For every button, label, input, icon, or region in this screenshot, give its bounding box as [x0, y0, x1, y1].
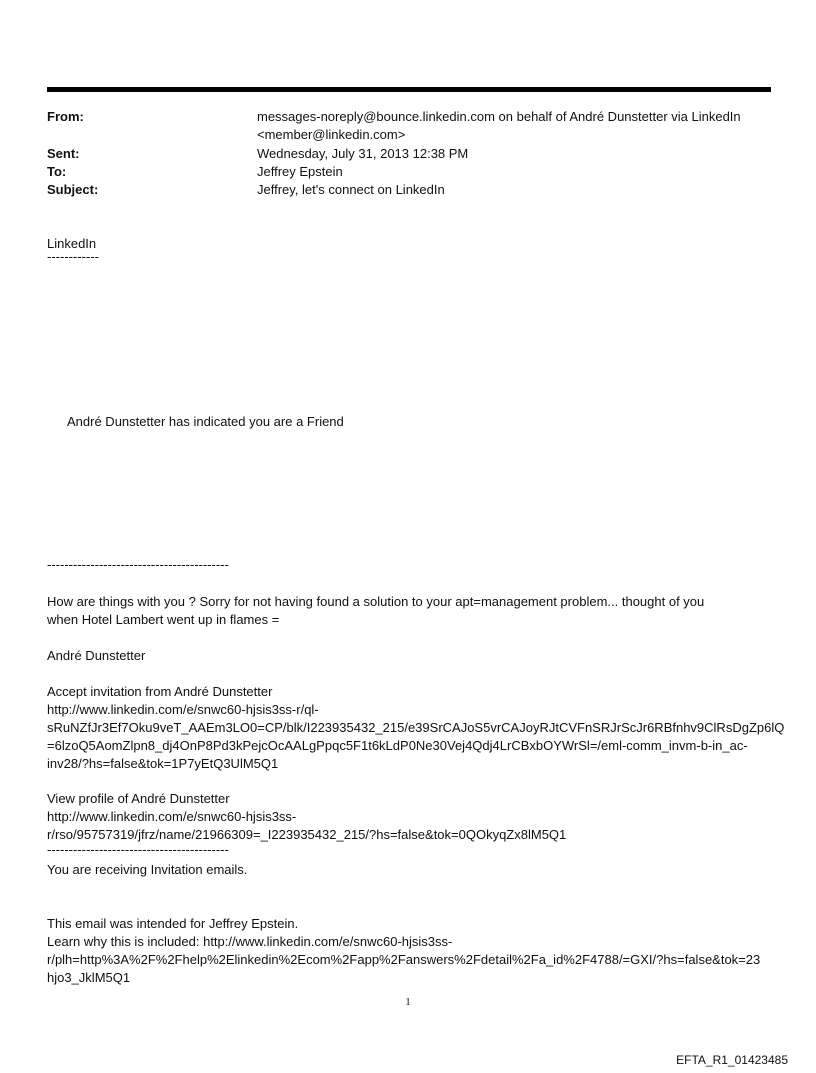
learn-why-line-1[interactable]: Learn why this is included: http://www.linkedin.com/e/snwc60-hjsis3ss- [47, 934, 453, 949]
message-line-1: How are things with you ? Sorry for not having found a solution to your apt=management problem... thought of you [47, 594, 705, 609]
accept-url-line-3[interactable]: =6lzoQ5AomZlpn8_dj4OnP8Pd3kPejcOcAALgPpqc5F1t6kLdP0Ne30Vej4Qdj4LrCBxbOYWrSl=/eml-comm_invm-b-in_ac- [47, 738, 748, 753]
invitation-text: André Dunstetter has indicated you are a Friend [67, 414, 344, 429]
to-label: To: [47, 164, 67, 179]
view-profile-url-line-2[interactable]: r/rso/95757319/jfrz/name/21966309=_I223935432_215/?hs=false&tok=0QOkyqZx8lM5Q1 [47, 827, 567, 842]
sent-value: Wednesday, July 31, 2013 12:38 PM [257, 146, 469, 161]
accept-label: Accept invitation from André Dunstetter [47, 684, 273, 699]
receiving-notice: You are receiving Invitation emails. [47, 862, 248, 877]
view-profile-url-line-1[interactable]: http://www.linkedin.com/e/snwc60-hjsis3ss- [47, 809, 297, 824]
view-profile-block [47, 790, 777, 844]
short-divider: ------------ [47, 249, 99, 264]
brand-name: LinkedIn [47, 236, 97, 251]
accept-url-line-2[interactable]: sRuNZfJr3Ef7Oku9veT_AAEm3LO0=CP/blk/I223935432_215/e39SrCAJoS5vrCAJoyRJtCVFnSRJrScJr6RBfnhv9ClRsDgZp6lQ [47, 720, 785, 735]
bates-number: EFTA_R1_01423485 [676, 1053, 788, 1067]
to-value: Jeffrey Epstein [257, 164, 343, 179]
accept-block [47, 683, 785, 773]
accept-url-line-1[interactable]: http://www.linkedin.com/e/snwc60-hjsis3ss-r/ql- [47, 702, 319, 717]
footer-divider: ------------------------------------------ [47, 842, 229, 857]
message-line-2: when Hotel Lambert went up in flames = [47, 612, 280, 627]
long-divider: ------------------------------------------ [47, 557, 229, 572]
from-value-line1: messages-noreply@bounce.linkedin.com on behalf of André Dunstetter via LinkedIn [257, 109, 741, 124]
subject-value: Jeffrey, let's connect on LinkedIn [257, 182, 445, 197]
sent-label: Sent: [47, 146, 80, 161]
from-value-line2: <member@linkedin.com> [257, 127, 406, 142]
learn-why-line-2[interactable]: r/plh=http%3A%2F%2Fhelp%2Elinkedin%2Ecom%2Fapp%2Fanswers%2Fdetail%2Fa_id%2F4788/=GXI/?hs=false&tok=23 [47, 952, 761, 967]
intended-line: This email was intended for Jeffrey Epstein. [47, 916, 299, 931]
view-profile-label: View profile of André Dunstetter [47, 791, 230, 806]
from-value [257, 108, 767, 144]
personal-message [47, 593, 777, 629]
intended-notice [47, 915, 777, 987]
learn-why-line-3[interactable]: hjo3_JklM5Q1 [47, 970, 131, 985]
from-label: From: [47, 109, 84, 124]
page-number: 1 [405, 996, 411, 1008]
header-rule [47, 87, 771, 92]
signature: André Dunstetter [47, 648, 146, 663]
subject-label: Subject: [47, 182, 99, 197]
accept-url-line-4[interactable]: inv28/?hs=false&tok=1P7yEtQ3UlM5Q1 [47, 756, 279, 771]
